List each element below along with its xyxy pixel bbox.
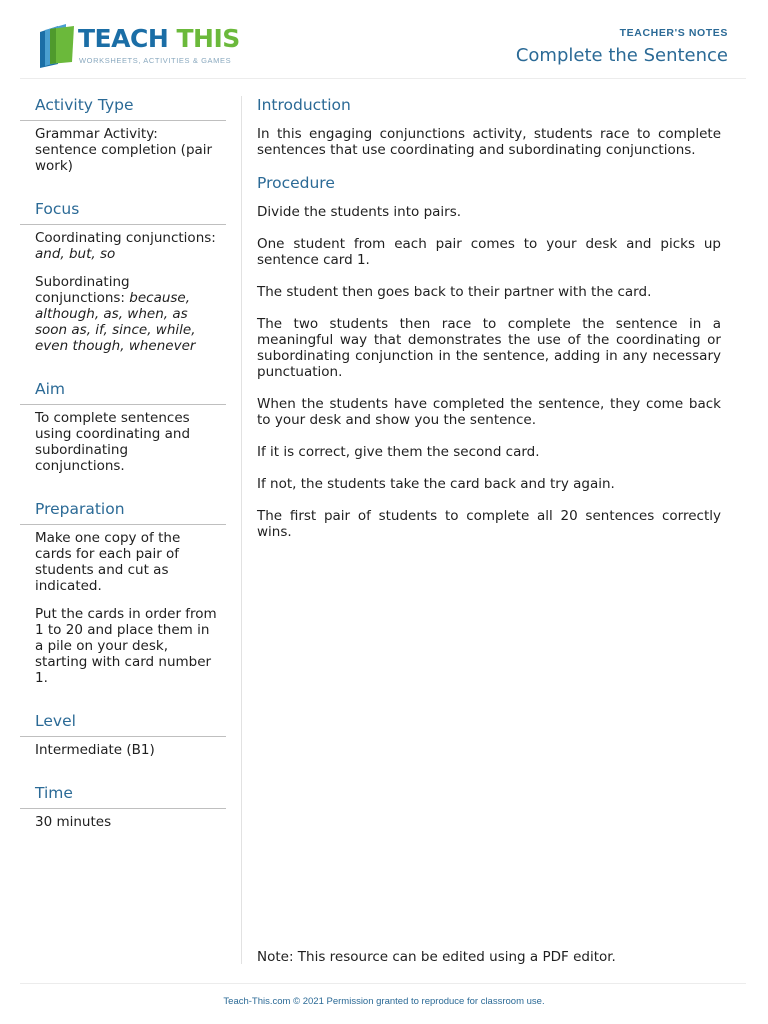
introduction-text: In this engaging conjunctions activity, students race to complete sentences that use coordinating and subordinating conjunctions. (257, 126, 721, 158)
sidebar (20, 94, 226, 854)
aim-text: To complete sentences using coordinating and subordinating conjunctions. (35, 410, 191, 474)
procedure-step: The student then goes back to their partner with the card. (257, 284, 652, 300)
preparation-step-2: Put the cards in order from 1 to 20 and place them in a pile on your desk, starting with card number 1. (35, 606, 217, 686)
header-divider (20, 78, 746, 79)
procedure-heading: Procedure (257, 174, 335, 192)
preparation-section (20, 498, 226, 686)
logo-tagline: WORKSHEETS, ACTIVITIES & GAMES (79, 56, 232, 65)
focus-section (20, 198, 226, 354)
activity-type-section (20, 94, 226, 174)
procedure-step: Divide the students into pairs. (257, 204, 462, 220)
procedure-step: The two students then race to complete the sentence in a meaningful way that demonstrates the use of the coordinating or subordinating conjunction in the sentence, adding in any necessary punctuation. (257, 316, 721, 380)
level-text: Intermediate (B1) (35, 742, 155, 758)
focus-heading: Focus (20, 198, 226, 225)
procedure-step: If it is correct, give them the second card. (257, 444, 540, 460)
aim-heading: Aim (20, 378, 226, 405)
procedure-step: One student from each pair comes to your desk and picks up sentence card 1. (257, 236, 721, 268)
column-divider (241, 96, 242, 964)
introduction-heading: Introduction (257, 96, 351, 114)
header-title-block (516, 26, 728, 68)
level-section (20, 710, 226, 758)
footer-divider (20, 983, 746, 984)
focus-coordinating (35, 230, 218, 262)
pdf-editor-note: Note: This resource can be edited using a PDF editor. (257, 949, 616, 965)
time-text: 30 minutes (35, 814, 112, 830)
time-body (20, 809, 226, 830)
page-header (0, 0, 768, 80)
focus-body (20, 225, 226, 354)
document-title: Complete the Sentence (515, 45, 728, 66)
activity-type-text: Grammar Activity: sentence completion (pair work) (35, 126, 213, 174)
aim-body (20, 405, 226, 474)
logo-word-teach: TEACH (78, 24, 169, 53)
procedure-step: If not, the students take the card back and try again. (257, 476, 615, 492)
level-heading: Level (20, 710, 226, 737)
teach-this-logo[interactable] (36, 22, 240, 70)
logo-word-this: THIS (176, 24, 240, 53)
activity-type-heading: Activity Type (20, 94, 226, 121)
procedure-step: When the students have completed the sentence, they come back to your desk and show you the sentence. (257, 396, 721, 428)
logo-wordmark (78, 24, 240, 54)
time-section (20, 782, 226, 830)
procedure-step: The first pair of students to complete all 20 sentences correctly wins. (257, 508, 721, 540)
activity-type-body (20, 121, 226, 174)
level-body (20, 737, 226, 758)
time-heading: Time (20, 782, 226, 809)
preparation-step-1: Make one copy of the cards for each pair of students and cut as indicated. (35, 530, 181, 594)
preparation-body (20, 525, 226, 686)
focus-subordinating (35, 274, 218, 354)
coordinating-label: Coordinating conjunctions: (35, 230, 216, 246)
subordinating-list: because, although, as, when, as soon as, if, since, while, even though, whenever (35, 290, 196, 354)
subordinating-label: Subordinating conjunctions: (35, 274, 130, 306)
coordinating-list: and, but, so (35, 246, 116, 262)
aim-section (20, 378, 226, 474)
preparation-heading: Preparation (20, 498, 226, 525)
teachers-notes-label: TEACHER'S NOTES (619, 27, 728, 39)
book-logo-icon (36, 24, 76, 68)
copyright-footer[interactable]: Teach-This.com © 2021 Permission granted to reproduce for classroom use. (223, 996, 545, 1007)
main-content (257, 94, 721, 556)
